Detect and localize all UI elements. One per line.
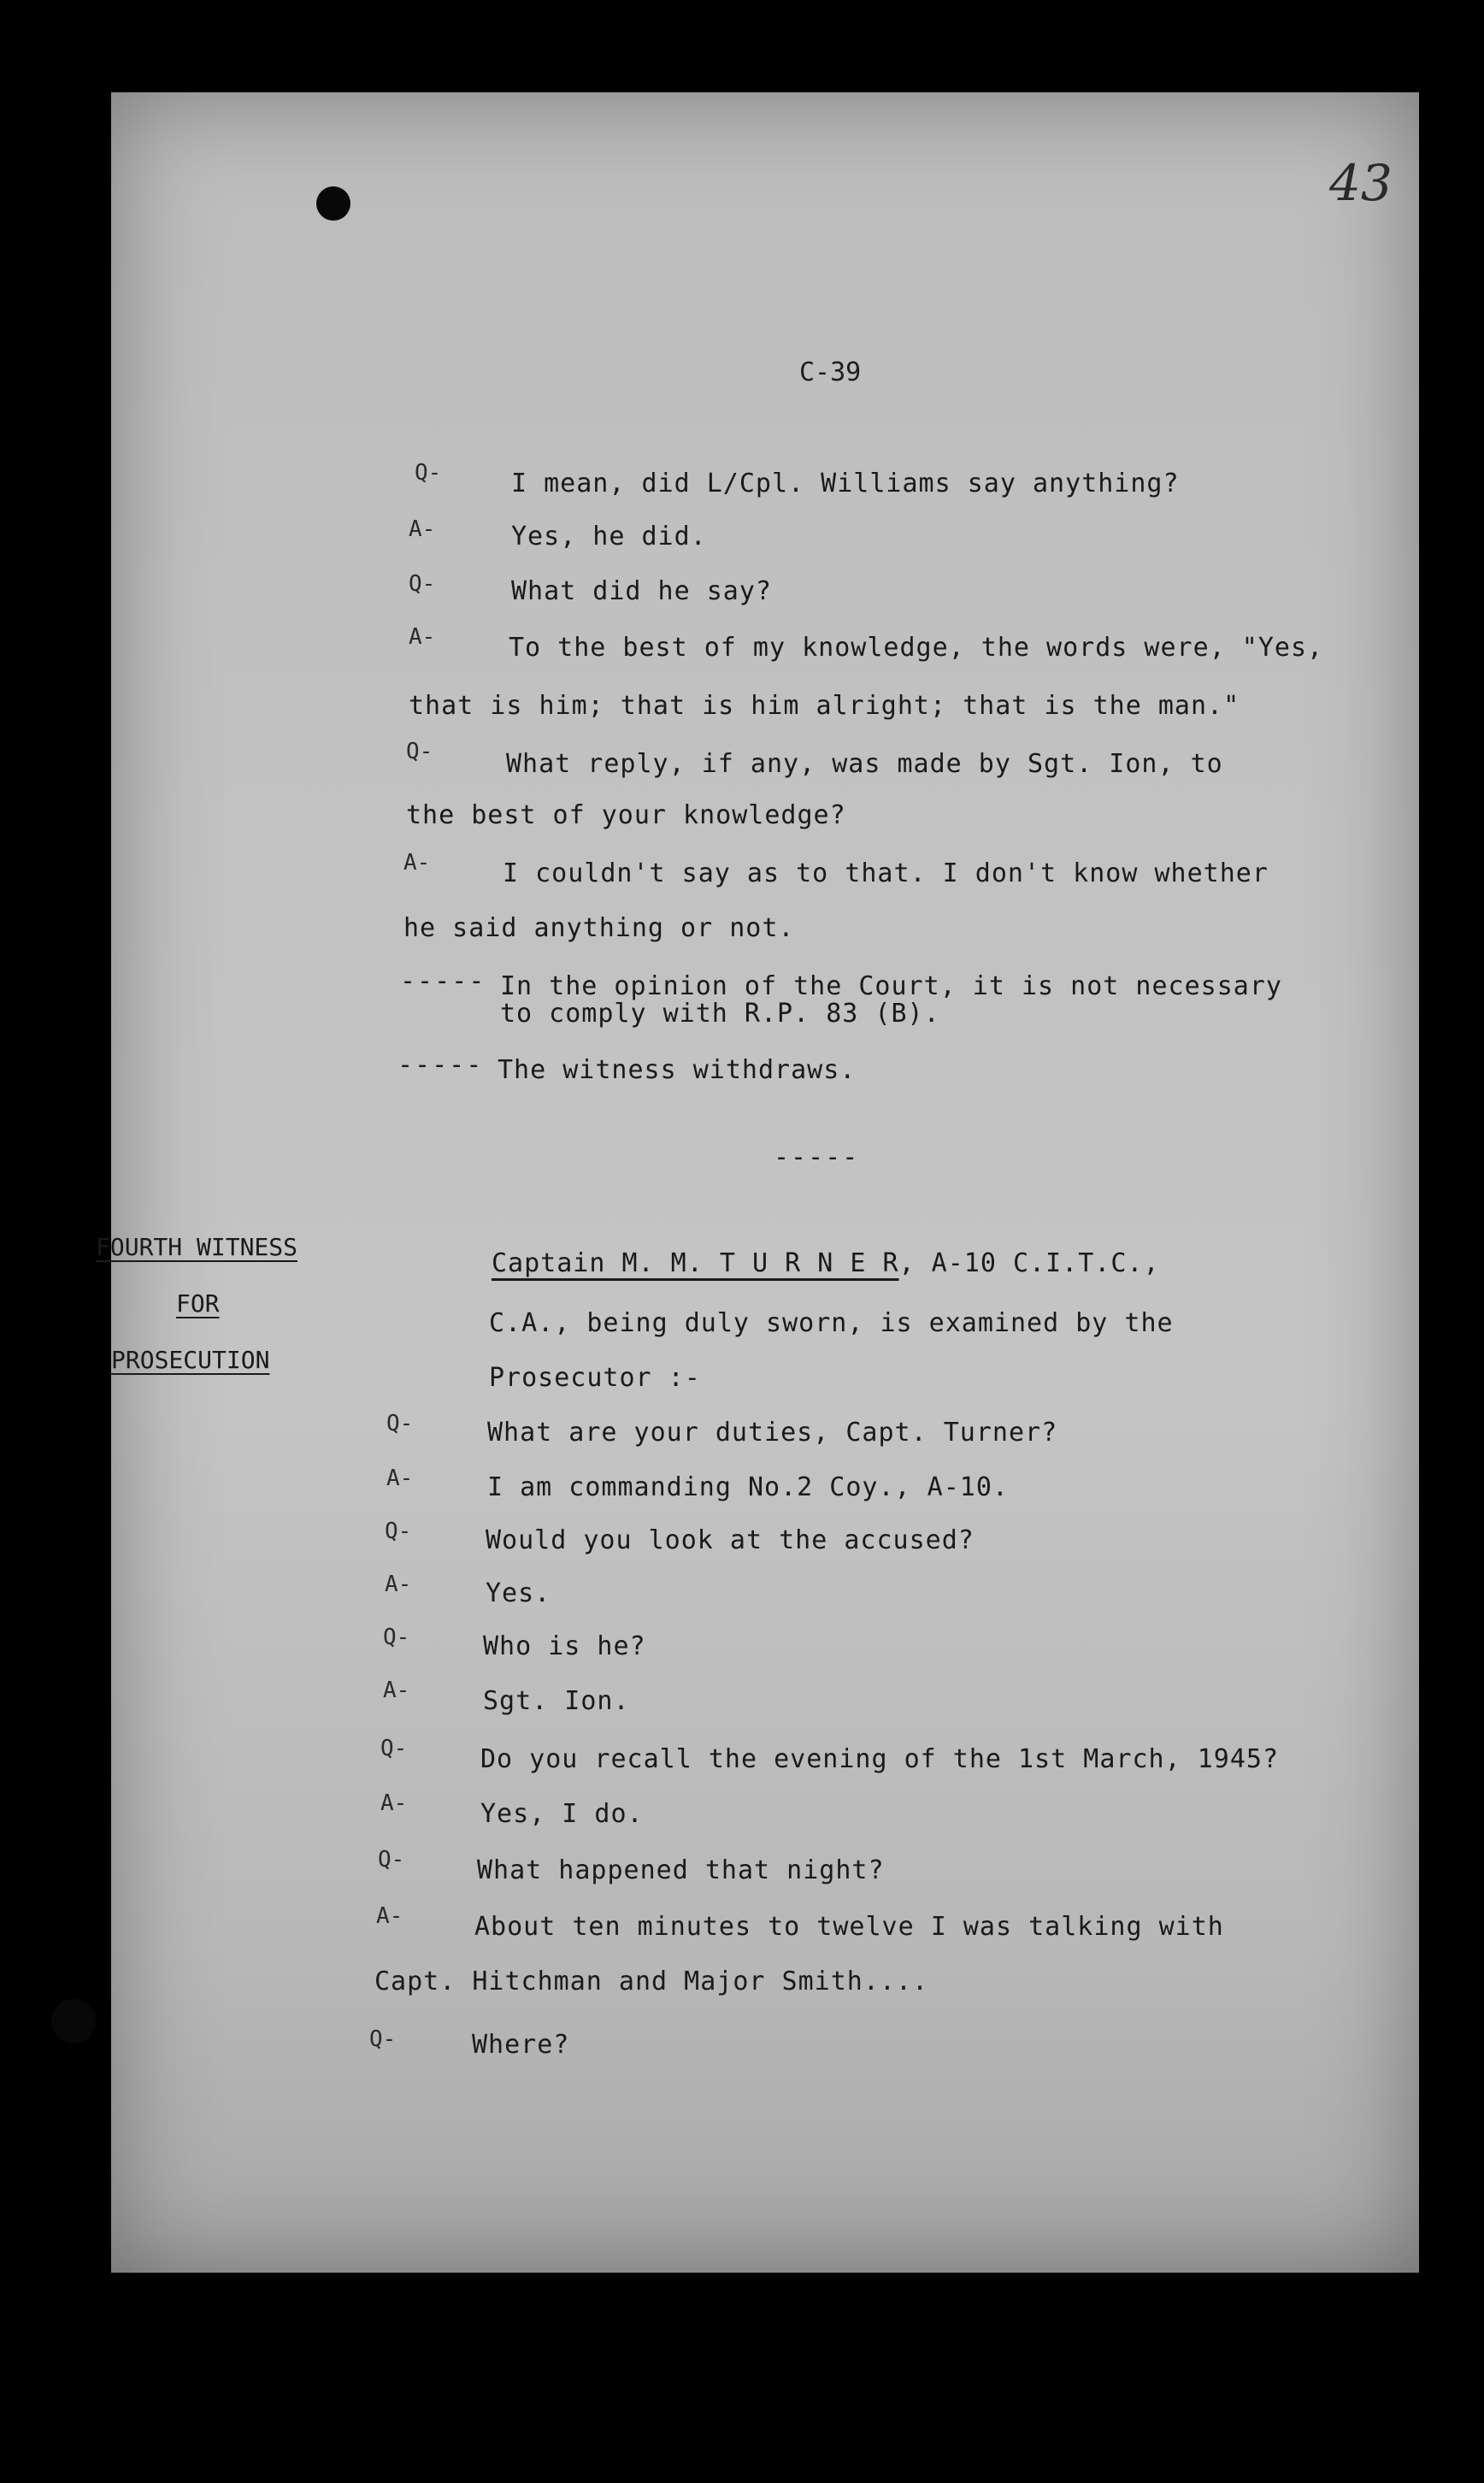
answer-marker: A-: [409, 516, 436, 542]
punch-hole: [51, 1999, 96, 2044]
qa-line: that is him; that is him alright; that is the man.": [409, 691, 1240, 721]
qa-line: What happened that night?: [477, 1855, 885, 1885]
witness-label: FOR: [176, 1289, 220, 1318]
answer-marker: A-: [409, 624, 436, 650]
question-marker: Q-: [409, 571, 436, 597]
qa-line: What reply, if any, was made by Sgt. Ion, to: [506, 749, 1223, 779]
question-marker: Q-: [385, 1519, 412, 1544]
court-note-line: to comply with R.P. 83 (B).: [500, 999, 940, 1029]
question-marker: Q-: [415, 460, 442, 486]
qa-line: Where?: [472, 2030, 570, 2060]
qa-line: Capt. Hitchman and Major Smith....: [374, 1967, 929, 1996]
answer-marker: A-: [383, 1678, 410, 1703]
witness-name: Captain M. M. T U R N E R: [492, 1248, 899, 1278]
court-note-line: In the opinion of the Court, it is not necessary: [500, 971, 1282, 1001]
question-marker: Q-: [378, 1847, 405, 1873]
qa-line: Who is he?: [483, 1631, 646, 1661]
qa-line: Yes.: [486, 1578, 551, 1608]
note-dashes: -----: [400, 966, 486, 996]
document-page: [111, 92, 1419, 2273]
witness-intro: [492, 1248, 1160, 1278]
qa-line: About ten minutes to twelve I was talking with: [474, 1912, 1224, 1942]
answer-marker: A-: [380, 1790, 408, 1816]
question-marker: Q-: [406, 739, 433, 764]
question-marker: Q-: [380, 1736, 408, 1761]
witness-intro-line: Prosecutor :-: [489, 1363, 701, 1393]
qa-line: Yes, he did.: [511, 522, 707, 551]
question-marker: Q-: [383, 1625, 410, 1650]
qa-line: I mean, did L/Cpl. Williams say anything?: [511, 469, 1180, 498]
page-header: C-39: [799, 357, 862, 387]
qa-line: Do you recall the evening of the 1st March, 1945?: [480, 1744, 1280, 1774]
qa-line: he said anything or not.: [403, 913, 795, 943]
section-separator: -----: [774, 1142, 860, 1172]
archive-page-number: 43: [1329, 154, 1393, 212]
qa-line: Sgt. Ion.: [483, 1686, 630, 1716]
answer-marker: A-: [386, 1466, 414, 1491]
answer-marker: A-: [403, 850, 431, 876]
question-marker: Q-: [386, 1411, 414, 1436]
answer-marker: A-: [385, 1572, 412, 1597]
qa-line: Yes, I do.: [480, 1799, 644, 1829]
punch-hole: [316, 186, 350, 221]
qa-line: What are your duties, Capt. Turner?: [487, 1418, 1058, 1448]
qa-line: the best of your knowledge?: [406, 800, 846, 830]
question-marker: Q-: [369, 2026, 397, 2052]
witness-intro-line: C.A., being duly sworn, is examined by the: [489, 1308, 1174, 1338]
note-dashes: -----: [398, 1050, 484, 1080]
qa-line: To the best of my knowledge, the words were, "Yes,: [509, 633, 1324, 663]
answer-marker: A-: [376, 1903, 403, 1929]
qa-line: What did he say?: [511, 576, 772, 606]
qa-line: Would you look at the accused?: [486, 1525, 975, 1555]
witness-withdraws-note: The witness withdraws.: [498, 1055, 857, 1085]
witness-unit: , A-10 C.I.T.C.,: [898, 1248, 1160, 1278]
witness-label: FOURTH WITNESS: [96, 1233, 298, 1261]
qa-line: I am commanding No.2 Coy., A-10.: [487, 1472, 1009, 1502]
witness-label: PROSECUTION: [111, 1346, 270, 1374]
qa-line: I couldn't say as to that. I don't know whether: [503, 858, 1269, 888]
